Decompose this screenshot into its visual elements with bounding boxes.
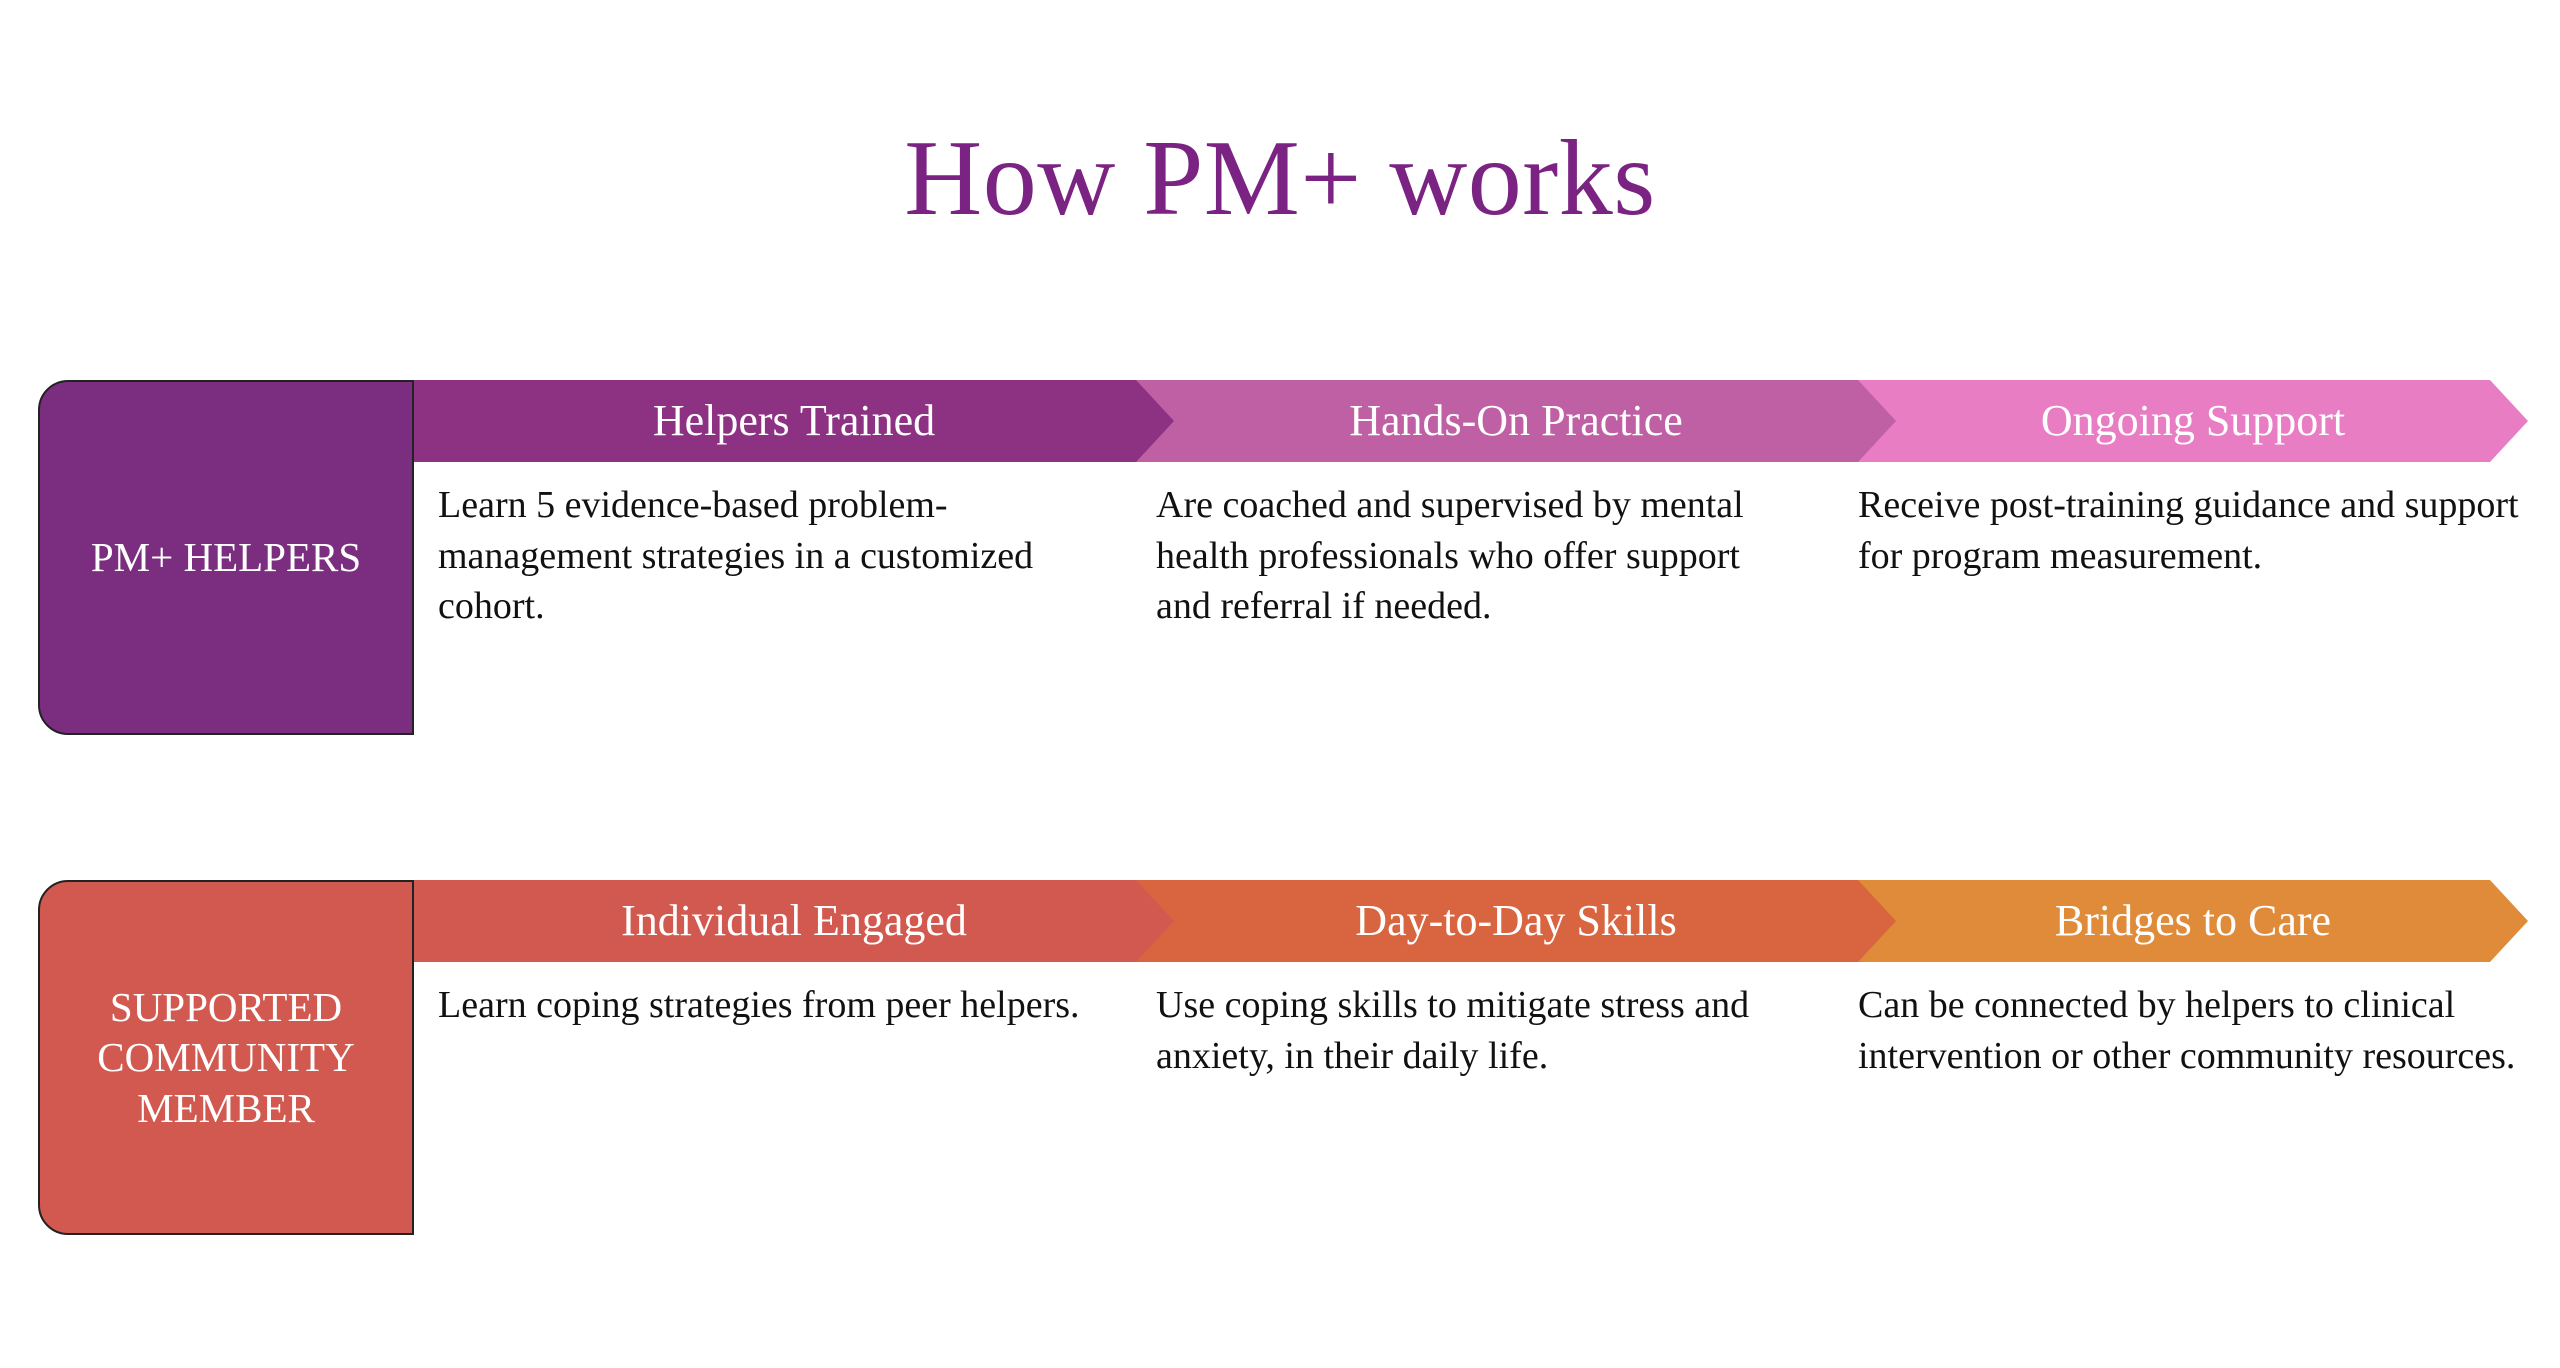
chevron-band-community-member — [414, 880, 2528, 962]
stage-chevron-ongoing-support[interactable] — [1858, 380, 2528, 462]
stage-chevron-individual-engaged[interactable] — [414, 880, 1174, 962]
stage-heading-bridges-to-care: Bridges to Care — [2054, 896, 2332, 945]
row-label-community-member — [38, 880, 414, 1235]
stage-chevron-day-to-day-skills[interactable] — [1136, 880, 1896, 962]
process-row-helpers — [38, 380, 2528, 740]
chevron-band-helpers — [414, 380, 2528, 462]
stage-heading-helpers-trained: Helpers Trained — [652, 396, 936, 445]
page-title: How PM+ works — [904, 119, 1656, 238]
stage-heading-individual-engaged: Individual Engaged — [621, 896, 967, 945]
stage-chevron-bridges-to-care[interactable] — [1858, 880, 2528, 962]
row-label-helpers — [38, 380, 414, 735]
stage-chevron-hands-on-practice[interactable] — [1136, 380, 1896, 462]
row-label-line: COMMUNITY — [97, 1034, 355, 1081]
stage-heading-day-to-day-skills: Day-to-Day Skills — [1355, 896, 1677, 945]
stage-body-bridges-to-care: Can be connected by helpers to clinical intervention or other community resources. — [1858, 984, 2516, 1077]
stage-body-day-to-day-skills: Use coping skills to mitigate stress and anxiety, in their daily life. — [1156, 984, 1750, 1077]
stage-body-individual-engaged: Learn coping strategies from peer helpers. — [438, 984, 1080, 1026]
row-label-line: PM+ HELPERS — [90, 534, 362, 581]
stage-heading-hands-on-practice: Hands-On Practice — [1349, 396, 1683, 445]
row-label-line: SUPPORTED — [109, 984, 343, 1031]
process-row-community-member — [38, 880, 2528, 1240]
stage-heading-ongoing-support: Ongoing Support — [2040, 396, 2346, 445]
stage-body-ongoing-support: Receive post-training guidance and support for program measurement. — [1858, 484, 2519, 577]
stage-chevron-helpers-trained[interactable] — [414, 380, 1174, 462]
stage-body-helpers-trained: Learn 5 evidence-based problem-management strategies in a customized cohort. — [438, 484, 1034, 628]
stage-body-hands-on-practice: Are coached and supervised by mental health professionals who offer support and referral if needed. — [1156, 484, 1744, 628]
row-label-line: MEMBER — [137, 1084, 315, 1131]
